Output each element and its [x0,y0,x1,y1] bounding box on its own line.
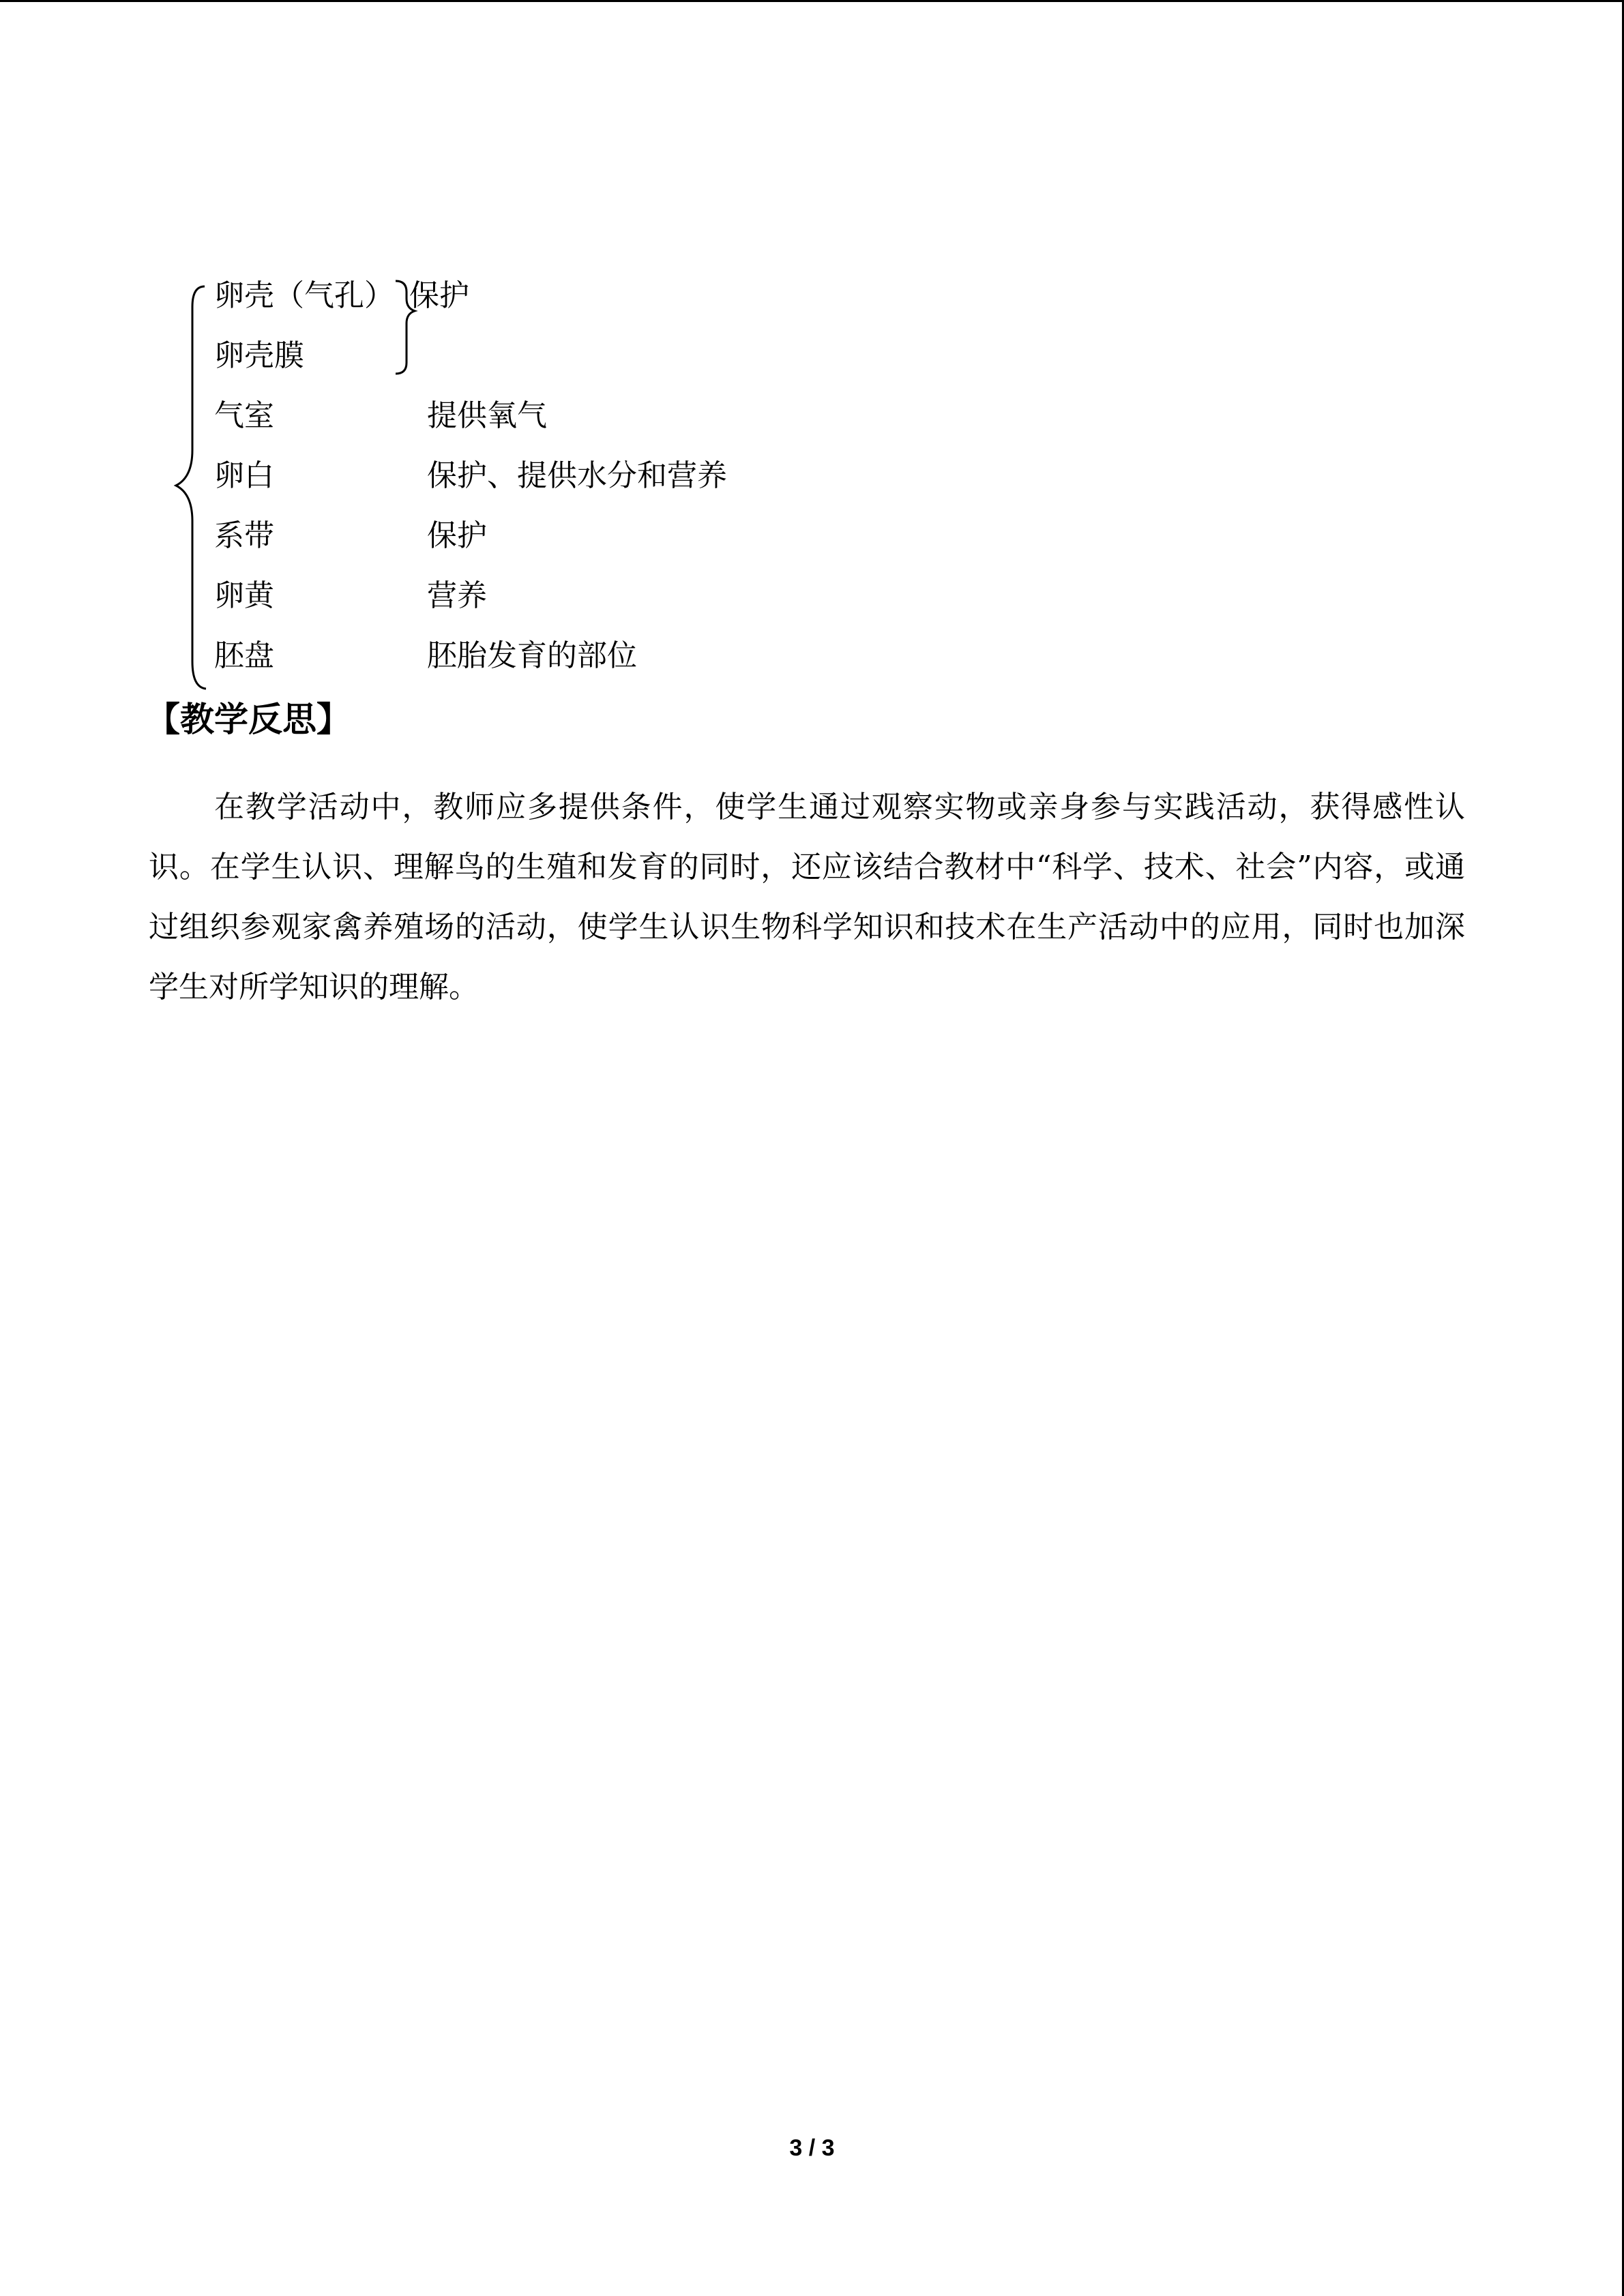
egg-part-chalaza: 系带 [214,518,274,553]
egg-function-chalaza: 保护 [427,518,487,553]
page-number: 3 / 3 [789,2135,835,2161]
egg-part-air-cell: 气室 [214,398,274,433]
egg-function-shell: 保护 [409,278,469,313]
egg-function-yolk: 营养 [427,578,487,613]
reflection-paragraph: 在教学活动中，教师应多提供条件，使学生通过观察实物或亲身参与实践活动，获得感性认识。在学生认识、理解鸟的生殖和发育的同时，还应该结合教材中“科学、技术、社会”内容，或通过组织参观家禽养殖场的活动，使学生认识生物科学知识和技术在生产活动中的应用，同时也加深学生对所学知识的理解。 [149,790,1466,1004]
egg-part-yolk: 卵黄 [214,578,274,613]
egg-part-germinal-disc: 胚盘 [214,638,274,673]
egg-part-albumen: 卵白 [214,458,274,493]
egg-part-shell-membrane: 卵壳膜 [214,338,304,373]
egg-structure-diagram [0,0,1624,716]
egg-function-germinal-disc: 胚胎发育的部位 [427,638,637,673]
reflection-heading: 【教学反思】 [146,699,351,739]
egg-function-albumen: 保护、提供水分和营养 [427,458,727,493]
egg-part-shell: 卵壳（气孔） [214,278,394,313]
egg-function-air-cell: 提供氧气 [427,398,547,433]
left-curly-brace [176,286,206,689]
